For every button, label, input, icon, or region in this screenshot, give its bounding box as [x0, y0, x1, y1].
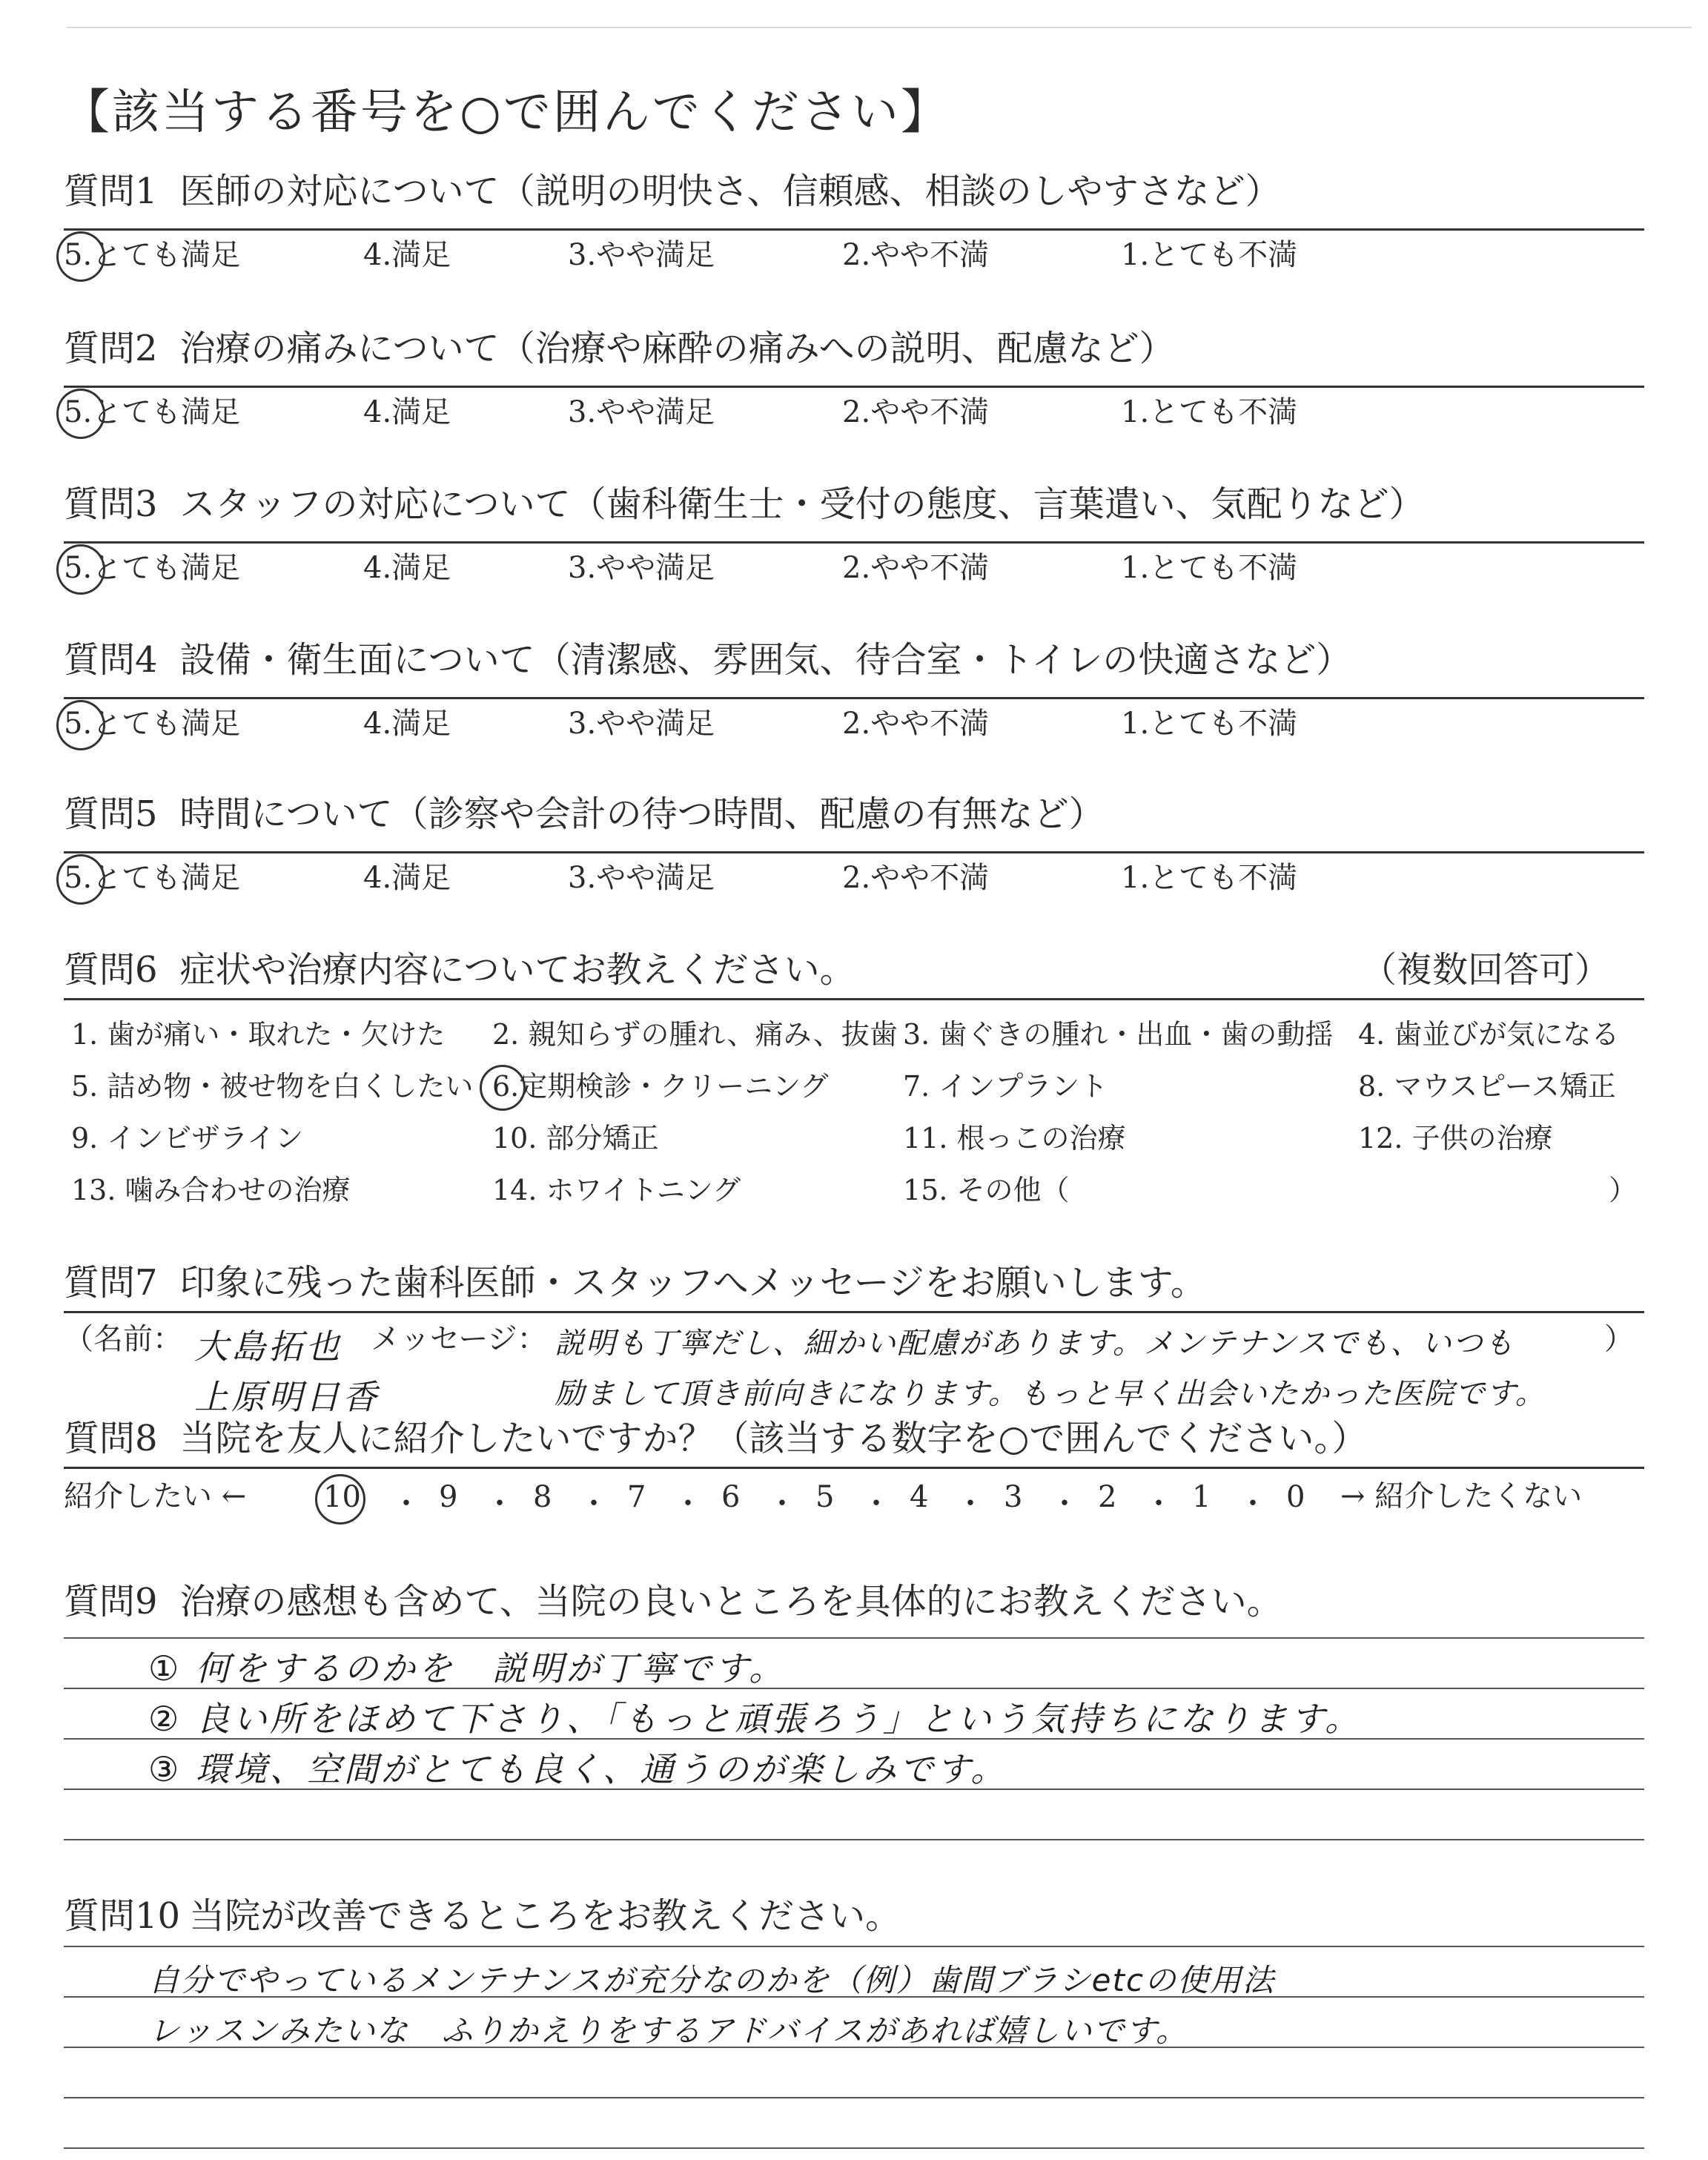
- q6-note: （複数回答可）: [1361, 949, 1611, 991]
- q2-option-5[interactable]: 5.とても満足: [64, 395, 241, 429]
- q8-scale-8[interactable]: 8: [533, 1480, 552, 1514]
- q9-line-1: [64, 1637, 1644, 1639]
- q6-number: 質問6: [64, 949, 158, 991]
- q4-number: 質問4: [64, 639, 158, 681]
- q7-name-1: 大島拓也: [194, 1327, 342, 1367]
- q6-item-6[interactable]: 6.定期検診・クリーニング: [492, 1070, 829, 1103]
- q4-option-5[interactable]: 5.とても満足: [64, 707, 241, 741]
- q7-heading: [64, 1261, 1206, 1305]
- q4-selected-circle: [56, 700, 105, 750]
- q6-item-2[interactable]: 2. 親知らずの腫れ、痛み、抜歯: [492, 1018, 898, 1051]
- q3-option-5[interactable]: 5.とても満足: [64, 551, 241, 585]
- q2-number: 質問2: [64, 328, 158, 369]
- q2-option-3[interactable]: 3.やや満足: [568, 395, 715, 429]
- q8-rule: [64, 1467, 1644, 1469]
- q1-option-1[interactable]: 1.とても不満: [1121, 238, 1298, 272]
- q6-text: 症状や治療内容についてお教えください。: [179, 949, 855, 991]
- q8-selected-circle: [315, 1474, 365, 1525]
- q3-text: スタッフの対応について（歯科衛生士・受付の態度、言葉遣い、気配りなど）: [179, 483, 1425, 525]
- q7-name-label: （名前：: [64, 1322, 182, 1356]
- q8-left-label: 紹介したい ←: [64, 1479, 247, 1513]
- q4-option-4[interactable]: 4.満足: [363, 707, 451, 741]
- q8-scale-7[interactable]: 7: [627, 1480, 646, 1514]
- q3-option-3[interactable]: 3.やや満足: [568, 551, 715, 585]
- q2-option-2[interactable]: 2.やや不満: [842, 395, 990, 429]
- q4-option-3[interactable]: 3.やや満足: [568, 707, 715, 741]
- q7-rule: [64, 1311, 1644, 1313]
- q1-heading: [64, 169, 1281, 214]
- q6-item-12[interactable]: 12. 子供の治療: [1358, 1122, 1553, 1155]
- q4-heading: [64, 638, 1351, 682]
- q8-heading: [64, 1416, 1367, 1461]
- q9-text: 治療の感想も含めて、当院の良いところを具体的にお教えください。: [179, 1581, 1282, 1622]
- q6-rule: [64, 998, 1644, 1000]
- q8-scale-9[interactable]: 9: [439, 1480, 458, 1514]
- q6-item-5[interactable]: 5. 詰め物・被せ物を白くしたい: [71, 1070, 474, 1103]
- q8-scale-separator: ・: [1144, 1487, 1174, 1521]
- q7-message-line-1: 説明も丁寧だし、細かい配慮があります。メンテナンスでも、いつも: [555, 1327, 1515, 1361]
- q2-option-4[interactable]: 4.満足: [363, 395, 451, 429]
- q1-number: 質問1: [64, 171, 158, 212]
- q5-option-3[interactable]: 3.やや満足: [568, 861, 715, 895]
- q5-selected-circle: [56, 854, 105, 905]
- q7-message-line-2: 励まして頂き前向きになります。もっと早く出会いたかった医院です。: [555, 1377, 1546, 1411]
- q6-heading: [64, 948, 855, 992]
- q5-heading: [64, 792, 1105, 836]
- q4-option-1[interactable]: 1.とても不満: [1121, 707, 1298, 741]
- q8-scale-separator: ・: [861, 1487, 891, 1521]
- q10-answer-2: レッスンみたいな ふりかえりをするアドバイスがあれば嬉しいです。: [148, 2012, 1188, 2049]
- q10-text: 当院が改善できるところをお教えください。: [189, 1895, 901, 1937]
- q2-text: 治療の痛みについて（治療や麻酔の痛みへの説明、配慮など）: [179, 328, 1175, 369]
- q2-heading: [64, 326, 1175, 371]
- q9-answer-3: ③ 環境、空間がとても良く、通うのが楽しみです。: [148, 1749, 1008, 1789]
- q7-name-2: 上原明日香: [194, 1377, 380, 1417]
- q1-option-2[interactable]: 2.やや不満: [842, 238, 990, 272]
- q10-line-1: [64, 1946, 1644, 1947]
- q6-item-7[interactable]: 7. インプラント: [903, 1070, 1108, 1103]
- q6-item-13[interactable]: 13. 噛み合わせの治療: [71, 1174, 351, 1206]
- q8-scale-10[interactable]: 10: [323, 1480, 361, 1514]
- q1-text: 医師の対応について（説明の明快さ、信頼感、相談のしやすさなど）: [179, 171, 1281, 212]
- q8-scale-6[interactable]: 6: [721, 1480, 741, 1514]
- q9-line-5: [64, 1839, 1644, 1840]
- q8-scale-separator: ・: [1050, 1487, 1079, 1521]
- q6-item-10[interactable]: 10. 部分矯正: [492, 1122, 659, 1155]
- q5-option-5[interactable]: 5.とても満足: [64, 861, 241, 895]
- q3-rule: [64, 541, 1644, 544]
- q2-rule: [64, 386, 1644, 388]
- q1-option-3[interactable]: 3.やや満足: [568, 238, 715, 272]
- q8-scale-1[interactable]: 1: [1192, 1480, 1211, 1514]
- q4-option-2[interactable]: 2.やや不満: [842, 707, 990, 741]
- q5-option-4[interactable]: 4.満足: [363, 861, 451, 895]
- page-title: 【該当する番号を○で囲んでください】: [62, 85, 950, 140]
- q9-answer-1: ① 何をするのかを 説明が丁寧です。: [148, 1648, 787, 1688]
- q8-scale-separator: ・: [579, 1487, 609, 1521]
- q10-number: 質問10: [64, 1895, 181, 1937]
- q6-item-1[interactable]: 1. 歯が痛い・取れた・欠けた: [71, 1018, 446, 1051]
- q9-answer-2: ② 良い所をほめて下さり、「もっと頑張ろう」という気持ちになります。: [148, 1699, 1363, 1739]
- q8-scale-separator: ・: [1238, 1487, 1268, 1521]
- q8-scale-separator: ・: [767, 1487, 797, 1521]
- q1-option-5[interactable]: 5.とても満足: [64, 238, 241, 272]
- q8-scale-separator: ・: [956, 1487, 985, 1521]
- q6-item-8[interactable]: 8. マウスピース矯正: [1358, 1070, 1616, 1103]
- q2-selected-circle: [56, 389, 105, 439]
- q10-heading: [64, 1894, 901, 1938]
- q4-rule: [64, 697, 1644, 699]
- q8-right-label: → 紹介したくない: [1340, 1479, 1583, 1513]
- q8-scale-separator: ・: [485, 1487, 514, 1521]
- q5-rule: [64, 851, 1644, 853]
- q2-option-1[interactable]: 1.とても不満: [1121, 395, 1298, 429]
- q9-heading: [64, 1579, 1282, 1624]
- q6-item-9[interactable]: 9. インビザライン: [71, 1122, 304, 1155]
- q1-selected-circle: [56, 231, 105, 282]
- q8-scale-separator: ・: [391, 1487, 421, 1521]
- q8-scale-3[interactable]: 3: [1004, 1480, 1023, 1514]
- q10-answer-1: 自分でやっているメンテナンスが充分なのかを（例）歯間ブラシetcの使用法: [148, 1962, 1276, 1998]
- q8-number: 質問8: [64, 1418, 158, 1459]
- q3-heading: [64, 482, 1425, 526]
- q10-line-4: [64, 2097, 1644, 2098]
- q6-selected-circle: [480, 1065, 526, 1111]
- q8-scale-2[interactable]: 2: [1098, 1480, 1117, 1514]
- q5-number: 質問5: [64, 793, 158, 835]
- q5-text: 時間について（診察や会計の待つ時間、配慮の有無など）: [179, 793, 1105, 835]
- q6-item-15[interactable]: 15. その他（: [903, 1174, 1070, 1206]
- q8-scale-0[interactable]: 0: [1286, 1480, 1305, 1514]
- q7-number: 質問7: [64, 1262, 158, 1304]
- q6-item-3[interactable]: 3. 歯ぐきの腫れ・出血・歯の動揺: [903, 1018, 1334, 1051]
- q6-item-4[interactable]: 4. 歯並びが気になる: [1358, 1018, 1620, 1051]
- q1-rule: [64, 228, 1644, 231]
- q3-option-2[interactable]: 2.やや不満: [842, 551, 990, 585]
- q9-number: 質問9: [64, 1581, 158, 1622]
- q10-line-5: [64, 2147, 1644, 2149]
- q7-message-label: メッセージ：: [371, 1322, 547, 1356]
- q6-item-16[interactable]: ）: [1609, 1174, 1638, 1206]
- q3-option-1[interactable]: 1.とても不満: [1121, 551, 1298, 585]
- q6-item-14[interactable]: 14. ホワイトニング: [492, 1174, 741, 1206]
- q8-text: 当院を友人に紹介したいですか？（該当する数字を○で囲んでください。）: [179, 1418, 1368, 1459]
- q5-option-1[interactable]: 1.とても不満: [1121, 861, 1298, 895]
- q3-selected-circle: [56, 544, 105, 595]
- q5-option-2[interactable]: 2.やや不満: [842, 861, 990, 895]
- q3-option-4[interactable]: 4.満足: [363, 551, 451, 585]
- q7-close: ）: [1604, 1322, 1634, 1356]
- q8-scale-separator: ・: [673, 1487, 703, 1521]
- q1-option-4[interactable]: 4.満足: [363, 238, 451, 272]
- q8-scale-4[interactable]: 4: [910, 1480, 929, 1514]
- q8-scale-5[interactable]: 5: [815, 1480, 835, 1514]
- top-border: [67, 27, 1692, 28]
- q6-item-11[interactable]: 11. 根っこの治療: [903, 1122, 1126, 1155]
- q3-number: 質問3: [64, 483, 158, 525]
- q7-text: 印象に残った歯科医師・スタッフへメッセージをお願いします。: [179, 1262, 1206, 1304]
- q4-text: 設備・衛生面について（清潔感、雰囲気、待合室・トイレの快適さなど）: [179, 639, 1352, 681]
